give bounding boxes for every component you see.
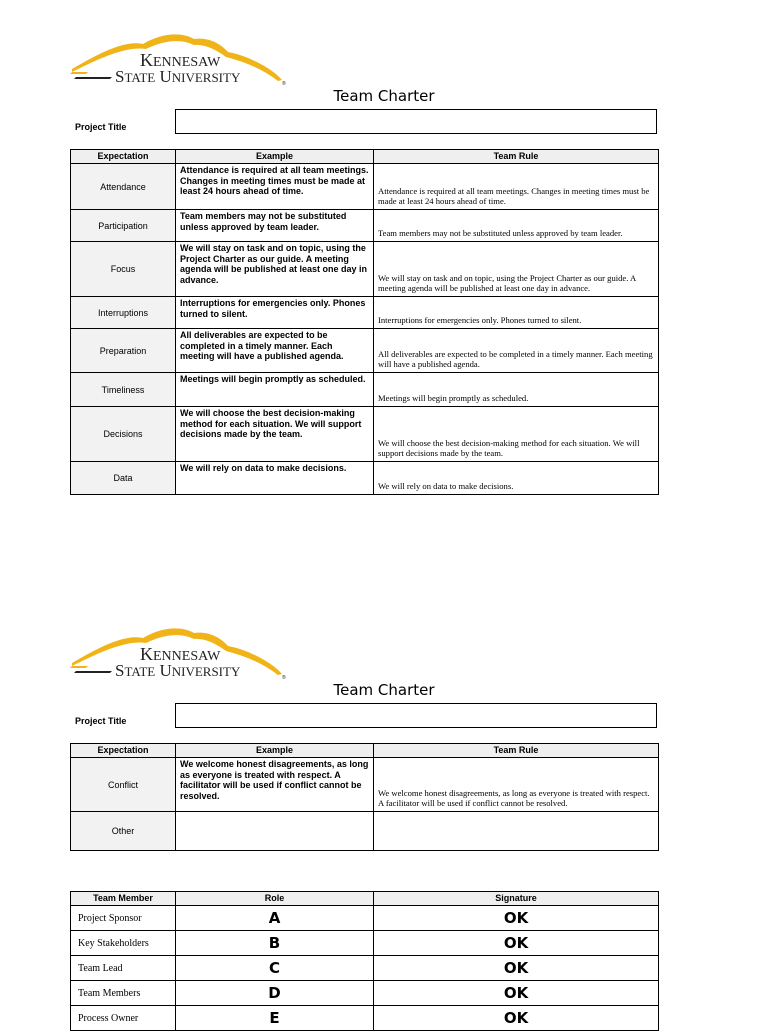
header-team-member: Team Member <box>71 892 176 906</box>
logo-line1: KENNESAW <box>140 50 221 70</box>
table-row <box>71 297 659 329</box>
header-role: Role <box>176 892 374 906</box>
example-cell: We will choose the best decision-making method for each situation. We will support decisions made by the team. <box>176 407 374 462</box>
example-cell: We welcome honest disagreements, as long as everyone is treated with respect. A facilitator will be used if conflict cannot be resolved. <box>176 758 374 812</box>
expectation-cell: Interruptions <box>71 297 176 329</box>
example-cell: Meetings will begin promptly as scheduled. <box>176 373 374 407</box>
table-row <box>71 407 659 462</box>
team-rule-cell[interactable]: Interruptions for emergencies only. Phones turned to silent. <box>374 297 659 329</box>
table-row <box>71 373 659 407</box>
team-rule-cell[interactable]: We will stay on task and on topic, using the Project Charter as our guide. A meeting agenda will be published at least one day in advance. <box>374 242 659 297</box>
ksu-logo <box>68 626 290 682</box>
team-rule-cell[interactable]: Team members may not be substituted unless approved by team leader. <box>374 210 659 242</box>
header-example: Example <box>176 150 374 164</box>
member-cell: Process Owner <box>71 1006 176 1031</box>
signature-cell[interactable]: OK <box>374 956 659 981</box>
page-title: Team Charter <box>333 681 435 699</box>
expectation-cell: Preparation <box>71 329 176 373</box>
example-cell <box>176 812 374 851</box>
expectation-cell: Attendance <box>71 164 176 210</box>
team-rule-cell[interactable]: We welcome honest disagreements, as long as everyone is treated with respect. A facilitator will be used if conflict cannot be resolved. <box>374 758 659 812</box>
ksu-logo-mark <box>68 626 290 682</box>
logo-line1: KENNESAW <box>140 644 221 664</box>
expectation-cell: Conflict <box>71 758 176 812</box>
header-team-rule: Team Rule <box>374 744 659 758</box>
expectations-table <box>70 149 659 495</box>
table-row <box>71 164 659 210</box>
table-row <box>71 758 659 812</box>
page-title: Team Charter <box>333 87 435 105</box>
project-title-field[interactable] <box>175 109 657 134</box>
table-row <box>71 210 659 242</box>
table-row <box>71 242 659 297</box>
team-rule-cell[interactable]: Attendance is required at all team meetings. Changes in meeting times must be made at least 24 hours ahead of time. <box>374 164 659 210</box>
example-cell: Team members may not be substituted unless approved by team leader. <box>176 210 374 242</box>
expectation-cell: Data <box>71 462 176 495</box>
table-header-row <box>71 892 659 906</box>
example-cell: All deliverables are expected to be completed in a timely manner. Each meeting will have a published agenda. <box>176 329 374 373</box>
role-cell[interactable]: B <box>176 931 374 956</box>
logo-registered-mark: ® <box>282 81 286 87</box>
signature-cell[interactable]: OK <box>374 1006 659 1031</box>
table-row <box>71 931 659 956</box>
signature-cell[interactable]: OK <box>374 906 659 931</box>
table-row <box>71 812 659 851</box>
table-header-row <box>71 744 659 758</box>
expectation-cell: Participation <box>71 210 176 242</box>
expectation-cell: Other <box>71 812 176 851</box>
ksu-logo <box>68 32 290 88</box>
team-rule-cell[interactable]: Meetings will begin promptly as scheduled. <box>374 373 659 407</box>
expectations-table <box>70 743 659 851</box>
project-title-label: Project Title <box>75 122 127 132</box>
table-row <box>71 1006 659 1031</box>
logo-registered-mark: ® <box>282 675 286 681</box>
signature-cell[interactable]: OK <box>374 931 659 956</box>
expectation-cell: Timeliness <box>71 373 176 407</box>
role-cell[interactable]: C <box>176 956 374 981</box>
expectation-cell: Decisions <box>71 407 176 462</box>
role-cell[interactable]: E <box>176 1006 374 1031</box>
member-cell: Key Stakeholders <box>71 931 176 956</box>
team-rule-cell[interactable] <box>374 812 659 851</box>
table-row <box>71 329 659 373</box>
header-expectation: Expectation <box>71 150 176 164</box>
table-row <box>71 956 659 981</box>
table-row <box>71 981 659 1006</box>
expectation-cell: Focus <box>71 242 176 297</box>
team-rule-cell[interactable]: We will rely on data to make decisions. <box>374 462 659 495</box>
header-signature: Signature <box>374 892 659 906</box>
team-rule-cell[interactable]: We will choose the best decision-making method for each situation. We will support decisions made by the team. <box>374 407 659 462</box>
member-cell: Project Sponsor <box>71 906 176 931</box>
team-members-table <box>70 891 659 1031</box>
role-cell[interactable]: A <box>176 906 374 931</box>
example-cell: Attendance is required at all team meetings. Changes in meeting times must be made at least 24 hours ahead of time. <box>176 164 374 210</box>
project-title-label: Project Title <box>75 716 127 726</box>
logo-line2: STATE UNIVERSITY <box>115 661 241 680</box>
example-cell: Interruptions for emergencies only. Phones turned to silent. <box>176 297 374 329</box>
table-header-row <box>71 150 659 164</box>
header-example: Example <box>176 744 374 758</box>
example-cell: We will stay on task and on topic, using the Project Charter as our guide. A meeting agenda will be published at least one day in advance. <box>176 242 374 297</box>
header-expectation: Expectation <box>71 744 176 758</box>
role-cell[interactable]: D <box>176 981 374 1006</box>
table-row <box>71 462 659 495</box>
team-rule-cell[interactable]: All deliverables are expected to be completed in a timely manner. Each meeting will have a published agenda. <box>374 329 659 373</box>
member-cell: Team Lead <box>71 956 176 981</box>
table-row <box>71 906 659 931</box>
header-team-rule: Team Rule <box>374 150 659 164</box>
example-cell: We will rely on data to make decisions. <box>176 462 374 495</box>
member-cell: Team Members <box>71 981 176 1006</box>
signature-cell[interactable]: OK <box>374 981 659 1006</box>
logo-line2: STATE UNIVERSITY <box>115 67 241 86</box>
ksu-logo-mark <box>68 32 290 88</box>
project-title-field[interactable] <box>175 703 657 728</box>
